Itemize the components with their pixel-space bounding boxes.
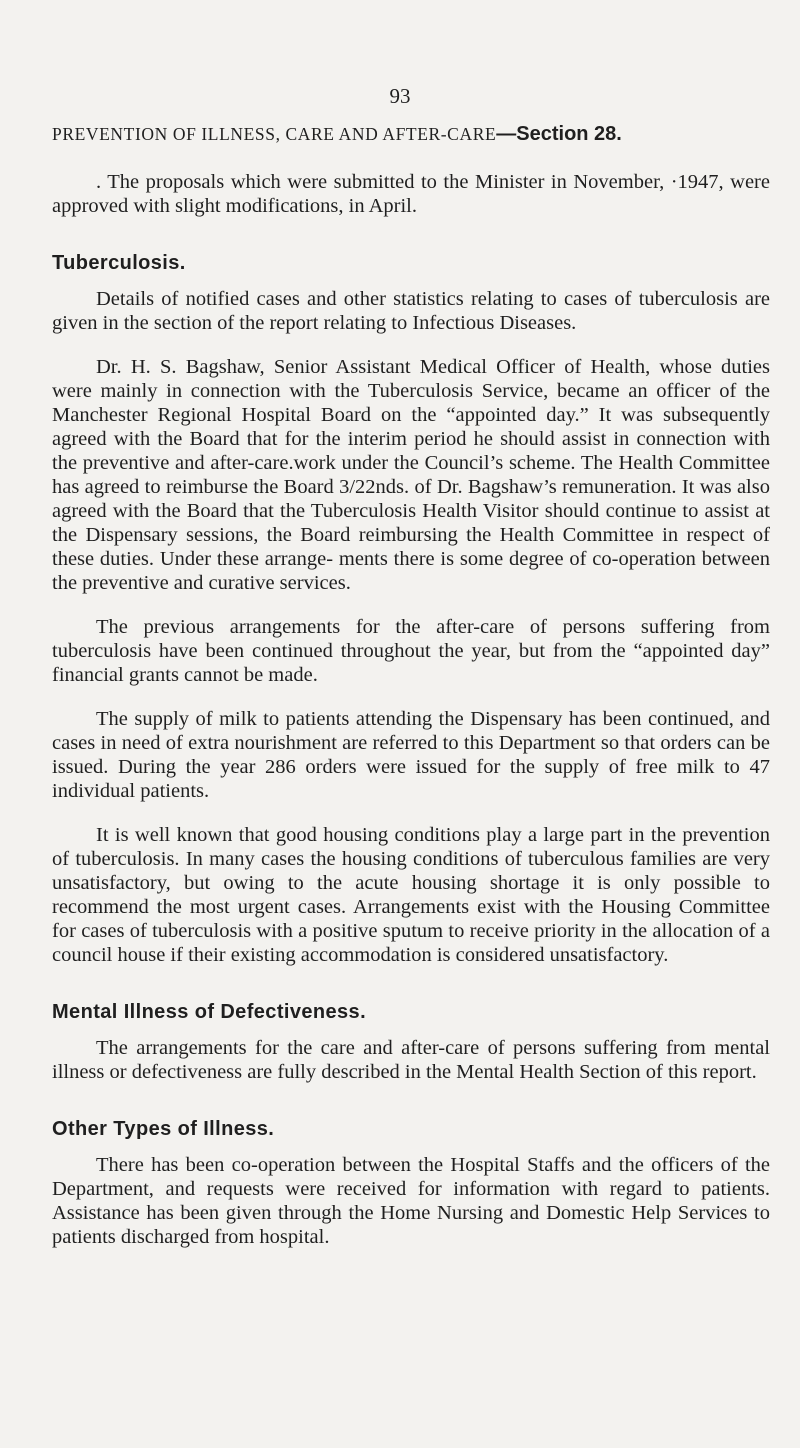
other-illness-heading: Other Types of Illness. <box>52 1118 275 1140</box>
tuberculosis-paragraph: Dr. H. S. Bagshaw, Senior Assistant Medical Officer of Health, whose duties were mainly in connection with the Tuberculosis Service, became an officer of the Manchester Regional Hospital Board on the “appointed day.” It was subsequently agreed with the Board that for the interim period he should assist in connection with the preventive and after-care.work under the Council’s scheme. The Health Committee has agreed to reimburse the Board 3/22nds. of Dr. Bagshaw’s remuneration. It was also agreed with the Board that the Tuberculosis Health Visitor should continue to assist at the Dispensary sessions, the Board reimbursing the Health Committee in respect of these duties. Under these arrange- ments there is some degree of co-operation between the preventive and curative services. <box>52 356 770 594</box>
tuberculosis-paragraph: Details of notified cases and other statistics relating to cases of tuberculosis are given in the section of the report relating to Infectious Diseases. <box>52 288 770 334</box>
mental-illness-paragraph: The arrangements for the care and after-care of persons suffering from mental illness or defectiveness are fully described in the Mental Health Section of this report. <box>52 1037 770 1083</box>
other-illness-paragraph: There has been co-operation between the Hospital Staffs and the officers of the Department, and requests were received for information with regard to patients. Assistance has been given through the Home Nursing and Domestic Help Services to patients discharged from hospital. <box>52 1154 770 1248</box>
page-body <box>52 170 770 1269</box>
section-header <box>52 123 772 146</box>
section-header-title: PREVENTION OF ILLNESS, CARE AND AFTER-CARE <box>52 124 497 144</box>
page-number: 93 <box>389 84 411 108</box>
mental-illness-heading: Mental Illness of Defectiveness. <box>52 1001 367 1023</box>
tuberculosis-heading: Tuberculosis. <box>52 252 186 274</box>
section-header-number: —Section 28. <box>496 123 622 145</box>
tuberculosis-paragraph: The previous arrangements for the after-care of persons suffering from tuberculosis have been continued throughout the year, but from the “appointed day” financial grants cannot be made. <box>52 616 770 686</box>
tuberculosis-paragraph: It is well known that good housing conditions play a large part in the prevention of tuberculosis. In many cases the housing conditions of tuberculous families are very unsatisfactory, but owing to the acute housing shortage it is only possible to recommend the most urgent cases. Arrangements exist with the Housing Committee for cases of tuberculosis with a positive sputum to receive priority in the allocation of a council house if their existing accommodation is considered unsatisfactory. <box>52 824 770 966</box>
intro-paragraph: . The proposals which were submitted to the Minister in November, ·1947, were approved with slight modifications, in April. <box>52 171 770 217</box>
tuberculosis-paragraph: The supply of milk to patients attending the Dispensary has been continued, and cases in need of extra nourishment are referred to this Department so that orders can be issued. During the year 286 orders were issued for the supply of free milk to 47 individual patients. <box>52 708 770 802</box>
